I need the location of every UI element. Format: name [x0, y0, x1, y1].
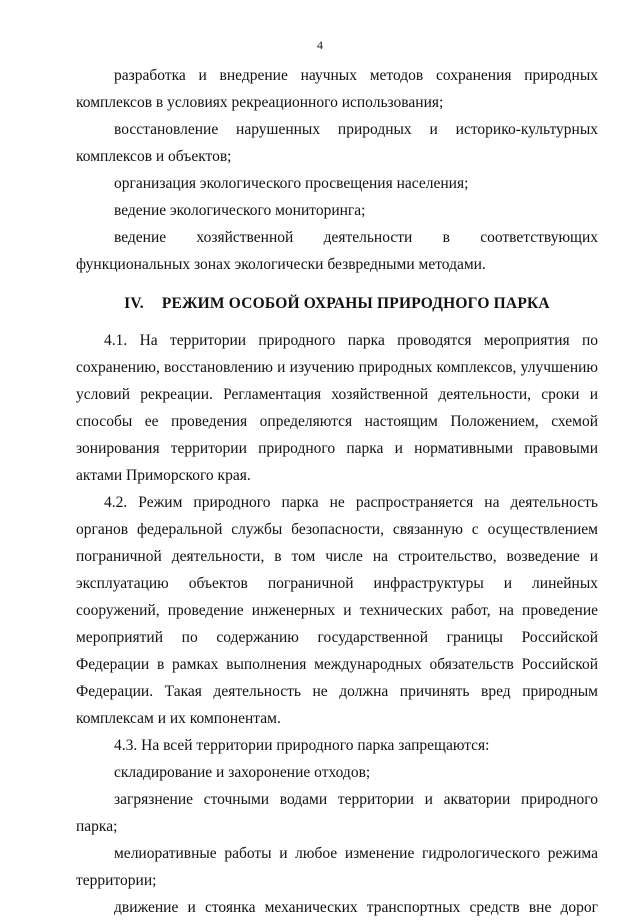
paragraph-4-3: 4.3. На всей территории природного парка запрещаются:: [114, 737, 490, 754]
list-item: организация экологического просвещения населения;: [114, 175, 469, 192]
section-heading: [76, 290, 598, 317]
list-item: движение и стоянка механических транспортных средств вне дорог: [114, 899, 598, 916]
list-item: ведение хозяйственной деятельности в соответствующих функциональных зонах экологически безвредными методами.: [76, 229, 598, 273]
list-item: складирование и захоронение отходов;: [114, 764, 371, 781]
section-number: IV.: [124, 295, 144, 312]
page-number: 4: [317, 38, 323, 52]
list-item: загрязнение сточными водами территории и акватории природного парка;: [76, 791, 598, 835]
list-item: восстановление нарушенных природных и историко-культурных комплексов и объектов;: [76, 121, 598, 165]
list-item: разработка и внедрение научных методов сохранения природных комплексов в условиях рекреационного использования;: [76, 67, 598, 111]
paragraph-4-1: 4.1. На территории природного парка проводятся мероприятия по сохранению, восстановлению и изучению природных комплексов, улучшению условий рекреации. Регламентация хозяйственной деятельности, сроки и способы ее проведения определяются настоящим Положением, схемой зонирования территории природного парка и нормативными правовыми актами Приморского края.: [76, 332, 598, 484]
document-body: [76, 62, 598, 921]
paragraph-4-2: 4.2. Режим природного парка не распространяется на деятельность органов федеральной службы безопасности, связанную с осуществлением пограничной деятельности, в том числе на строительство, возведение и эксплуатацию объектов пограничной инфраструктуры и линейных сооружений, проведение инженерных и технических работ, на проведение мероприятий по содержанию государственной границы Российской Федерации в рамках выполнения международных обязательств Российской Федерации. Такая деятельность не должна причинять вред природным комплексам и их компонентам.: [76, 494, 598, 727]
list-item: мелиоративные работы и любое изменение гидрологического режима территории;: [76, 845, 598, 889]
list-item: ведение экологического мониторинга;: [114, 202, 366, 219]
section-title: РЕЖИМ ОСОБОЙ ОХРАНЫ ПРИРОДНОГО ПАРКА: [161, 295, 550, 312]
